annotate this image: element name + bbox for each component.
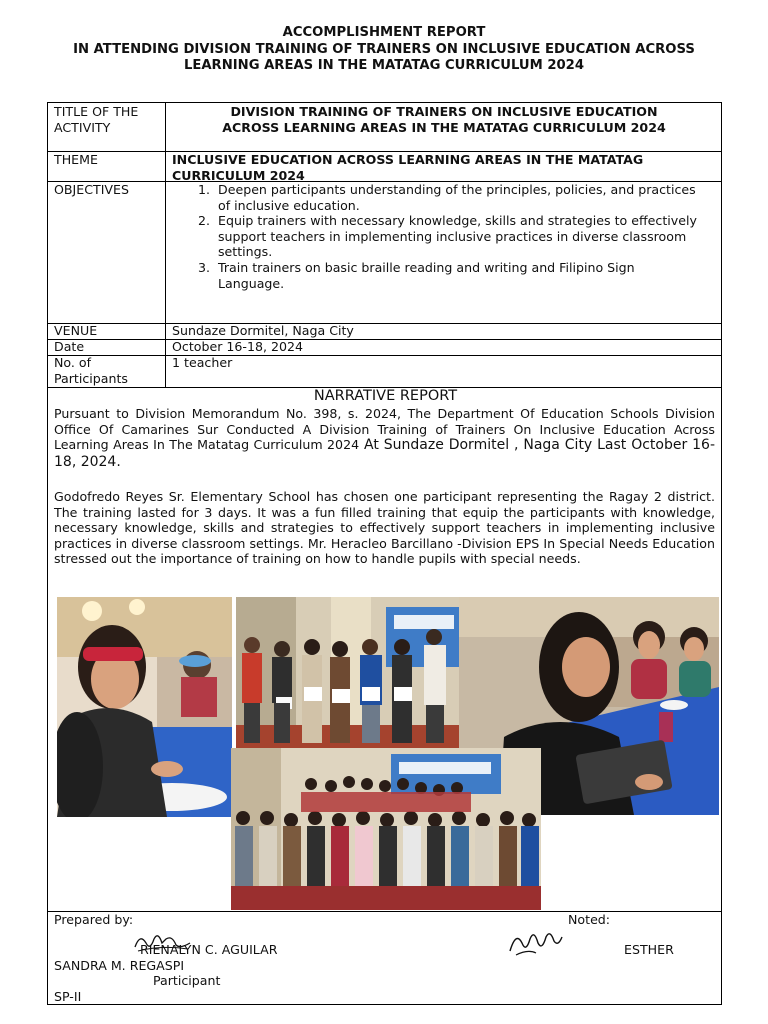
narrative-paragraph-1-tail: At Sundaze Dormitel , Naga City Last October 16-18, 2024. — [54, 437, 715, 470]
title-value — [168, 104, 720, 135]
report-table — [47, 102, 722, 1005]
theme-value-line1: INCLUSIVE EDUCATION ACROSS LEARNING AREAS IN THE MATATAG — [172, 152, 644, 167]
preparer-name: RIENALYN C. AGUILAR — [140, 942, 278, 957]
objectives-list — [168, 182, 698, 291]
narrative-paragraph-1 — [54, 406, 715, 470]
report-heading — [20, 25, 748, 75]
row-divider — [48, 911, 721, 912]
photo-blindfold-activity — [57, 597, 232, 817]
photo-certificate-awarding — [236, 597, 463, 748]
objective-item: 1. Deepen participants understanding of the principles, policies, and practices of inclusive education. — [214, 182, 698, 213]
participants-label — [54, 355, 164, 386]
report-subtitle-line2: LEARNING AREAS IN THE MATATAG CURRICULUM 2024 — [183, 58, 585, 73]
noter-role: SP-II — [54, 989, 82, 1004]
narrative-paragraph-2: Godofredo Reyes Sr. Elementary School has chosen one participant representing the Ragay 2 district. The training lasted for 3 days. It was a fun filled training that equip the participants with knowledge, necessary knowledge, skills and strategies to effectively support teachers in implementing inclusive practices in diverse classroom settings. Mr. Heracleo Barcillano -Division EPS In Special Needs Education stressed out the importance of training on how to handle pupils with special needs. — [54, 489, 715, 566]
noted-label: Noted: — [568, 912, 611, 927]
date-value: October 16-18, 2024 — [172, 339, 304, 354]
objectives-label: OBJECTIVES — [54, 182, 129, 197]
photo-group-picture — [231, 748, 541, 910]
participants-value: 1 teacher — [172, 355, 233, 370]
theme-value — [172, 152, 717, 183]
noter-name-line1: ESTHER — [624, 942, 674, 957]
objective-item: 2. Equip trainers with necessary knowledge, skills and strategies to effectively support teachers in implementing inclusive practices in diverse classroom settings. — [214, 213, 698, 260]
participants-label-line2: Participants — [54, 370, 128, 386]
title-value-line2: ACROSS LEARNING AREAS IN THE MATATAG CURRICULUM 2024 — [222, 119, 666, 135]
narrative-paragraph-1-text: Pursuant to Division Memorandum No. 398, s. 2024, The Department Of Education Schools Division Office Of Camarines Sur Conducted A Division Training of Trainers On Inclusive Education Across Learning Areas In The Matatag Curriculum 2024 — [54, 406, 715, 452]
theme-label: THEME — [54, 152, 98, 167]
report-subtitle-line1: IN ATTENDING DIVISION TRAINING OF TRAINERS ON INCLUSIVE EDUCATION ACROSS — [73, 41, 695, 57]
column-divider — [165, 103, 166, 387]
title-label-line2: ACTIVITY — [54, 119, 111, 135]
title-value-line1: DIVISION TRAINING OF TRAINERS ON INCLUSIVE EDUCATION — [230, 104, 658, 119]
title-label-line1: TITLE OF THE — [54, 104, 139, 119]
objective-item: 3. Train trainers on basic braille reading and writing and Filipino Sign Language. — [214, 260, 698, 291]
theme-value-line2: CURRICULUM 2024 — [172, 167, 305, 183]
preparer-role: Participant — [153, 973, 221, 988]
venue-value: Sundaze Dormitel, Naga City — [172, 323, 354, 338]
narrative-title: NARRATIVE REPORT — [313, 388, 458, 404]
report-title: ACCOMPLISHMENT REPORT — [282, 25, 486, 40]
title-label — [54, 104, 164, 135]
noter-signature — [506, 925, 566, 959]
date-label: Date — [54, 339, 85, 354]
noter-name-line2: SANDRA M. REGASPI — [54, 958, 185, 973]
prepared-by-label: Prepared by: — [54, 912, 134, 927]
participants-label-line1: No. of — [54, 355, 92, 370]
venue-label: VENUE — [54, 323, 98, 338]
